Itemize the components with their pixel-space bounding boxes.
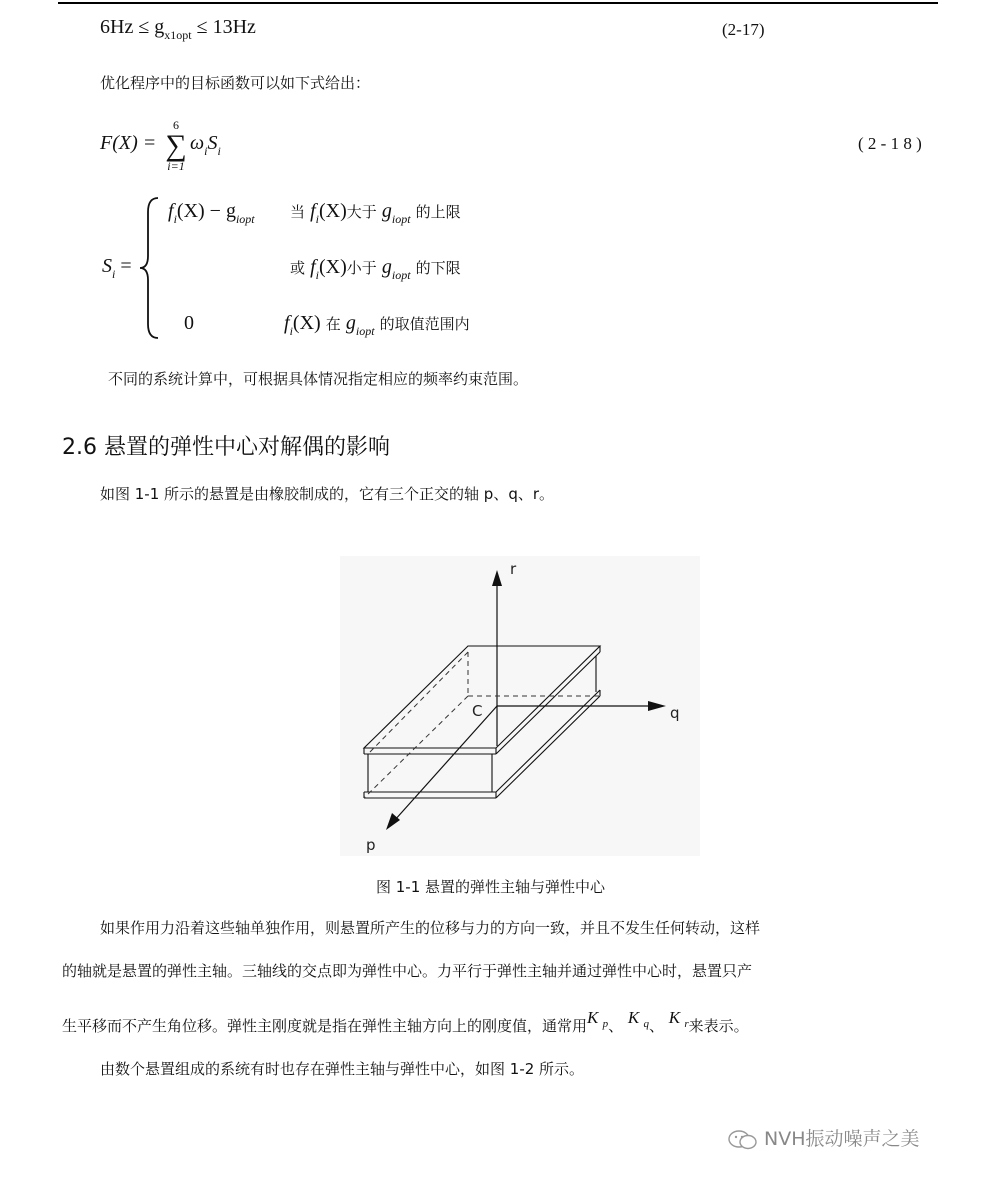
principal-axes-text-line1: 如果作用力沿着这些轴单独作用，则悬置所产生的位移与力的方向一致，并且不发生任何转动，这样: [100, 919, 761, 937]
wechat-icon: [728, 1130, 758, 1150]
principal-axes-text-line3: 生平移而不产生角位移。弹性主刚度就是指在弹性主轴方向上的刚度值，通常用K $_p$、 K $_q$、 K $_r$来表示。: [62, 1008, 749, 1035]
q-axis-label: q: [670, 704, 680, 722]
equation-2-18-lhs: F(X) =: [100, 132, 157, 154]
piecewise-row3-condition: $f_i(X)$ 在 $g_{iopt}$ 的取值范围内: [284, 312, 470, 338]
objective-intro-text: 优化程序中的目标函数可以如下式给出：: [100, 74, 371, 92]
equation-number-2-18: ( 2 - 1 8 ): [858, 134, 922, 153]
figure-intro-text: 如图 1-1 所示的悬置是由橡胶制成的，它有三个正交的轴 p、q、r。: [100, 485, 555, 503]
piecewise-row1-condition: 当 $f_i(X)$大于 $g_{iopt}$ 的上限: [290, 200, 461, 226]
principal-axes-text-line2: 的轴就是悬置的弹性主轴。三轴线的交点即为弹性中心。力平行于弹性主轴并通过弹性中心时，悬置只产: [62, 962, 753, 980]
equation-number-2-17: (2-17): [722, 20, 765, 39]
figure-1-1: [340, 556, 700, 856]
piecewise-row2-condition: 或 $f_i(X)$小于 $g_{iopt}$ 的下限: [290, 256, 461, 282]
frequency-constraint-text: 不同的系统计算中，可根据具体情况指定相应的频率约束范围。: [108, 370, 529, 388]
figure-caption: 图 1-1 悬置的弹性主轴与弹性中心: [376, 878, 606, 896]
equation-2-18-term: $\omega_iS_i$: [190, 132, 221, 158]
summation: 6 ∑ i=1: [165, 118, 187, 173]
piecewise-lhs: $S_i$ =: [102, 255, 132, 281]
r-axis-label: r: [510, 560, 517, 578]
watermark: NVH振动噪声之美: [728, 1124, 920, 1151]
left-brace: [138, 196, 162, 341]
center-label: C: [472, 702, 483, 720]
piecewise-row1-expr: $f_i(X) - g_{iopt}$: [168, 200, 255, 226]
piecewise-row3-expr: 0: [184, 312, 194, 334]
section-heading: 2.6 悬置的弹性中心对解偶的影响: [62, 435, 390, 460]
top-rule: [58, 2, 938, 4]
multi-mount-text: 由数个悬置组成的系统有时也存在弹性主轴与弹性中心，如图 1-2 所示。: [100, 1060, 585, 1078]
p-axis-label: p: [366, 836, 376, 854]
equation-2-17: $6Hz \le g_{x1opt} \le 13Hz$: [100, 16, 256, 42]
